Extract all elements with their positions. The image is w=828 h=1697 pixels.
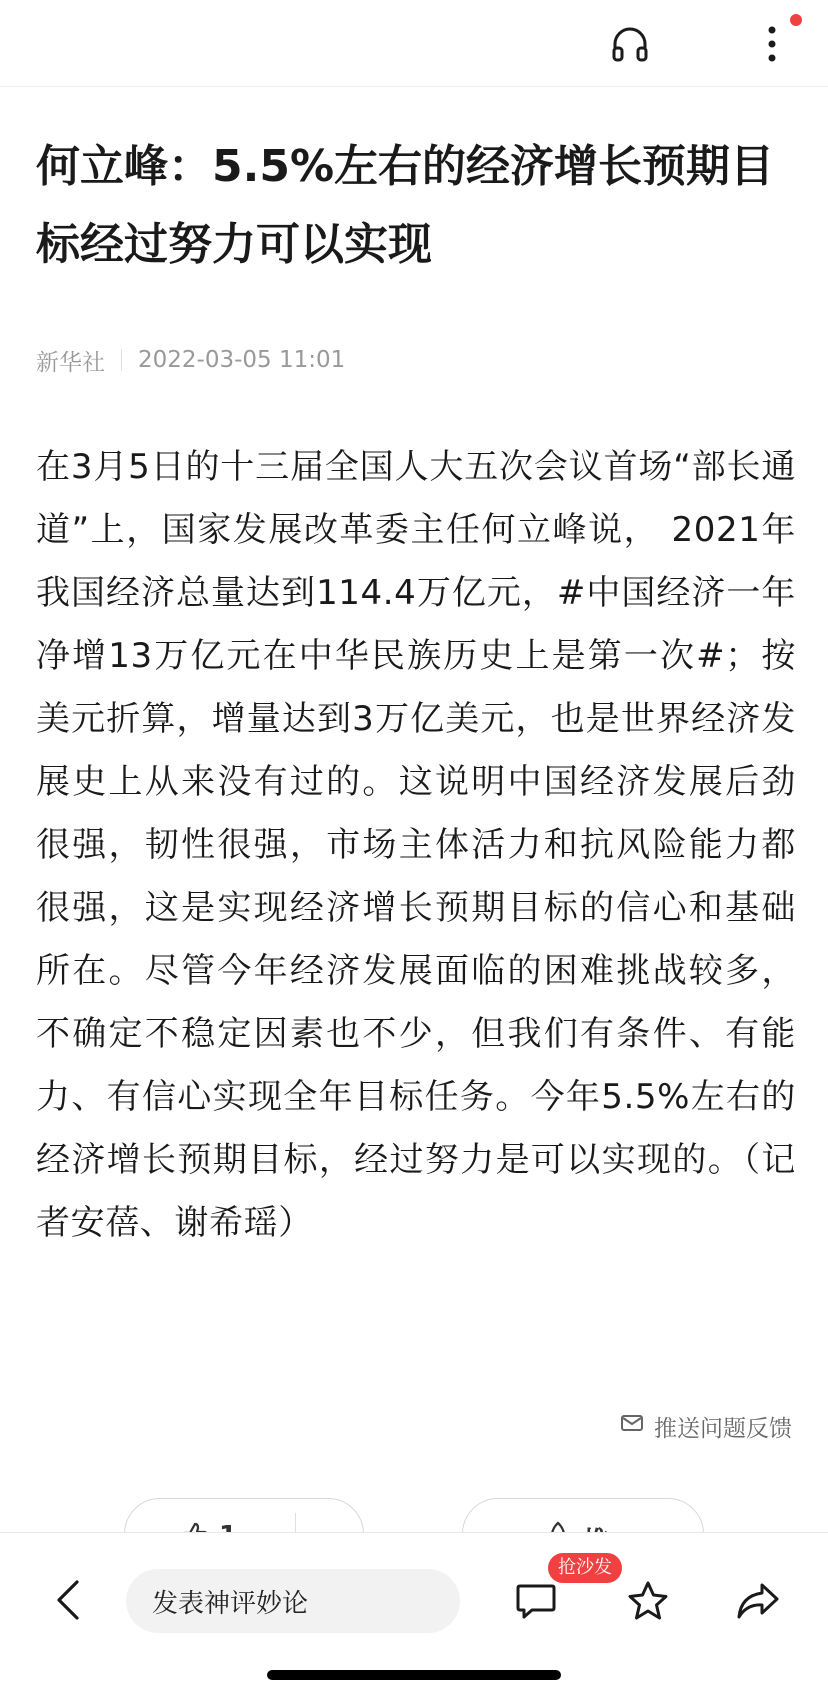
meta-divider — [121, 349, 122, 371]
article-title: 何立峰：5.5%左右的经济增长预期目标经过努力可以实现 — [36, 141, 775, 270]
home-indicator[interactable] — [267, 1670, 561, 1680]
back-arrow-icon[interactable] — [44, 1573, 92, 1627]
article-body: 在3月5日的十三届全国人大五次会议首场“部长通道”上，国家发展改革委主任何立峰说， 2021年我国经济总量达到114.4万亿元，#中国经济一年净增13万亿元在中华民族历史上是第一次#；按美元折算，增量达到3万亿美元，也是世界经济发展史上从来没有过的。这说明中国经济发展后劲很强，韧性很强，市场主体活力和抗风险能力都很强，这是实现经济增长预期目标的信心和基础所在。尽管今年经济发展面临的困难挑战较多，不确定不稳定因素也不少，但我们有条件、有能力、有信心实现全年目标任务。今年5.5%左右的经济增长预期目标，经过努力是可以实现的。（记者安蓓、谢希瑶） — [36, 447, 796, 1243]
comment-input[interactable] — [126, 1569, 460, 1633]
article-meta — [36, 343, 345, 377]
comment-placeholder: 发表神评妙论 — [152, 1588, 309, 1619]
headphones-icon[interactable] — [606, 20, 654, 68]
star-icon[interactable] — [620, 1573, 676, 1629]
mail-icon — [620, 1413, 644, 1439]
feedback-label: 推送问题反馈 — [654, 1415, 792, 1442]
sofa-badge: 抢沙发 — [548, 1553, 622, 1583]
share-icon[interactable] — [730, 1573, 786, 1629]
top-bar — [0, 0, 828, 87]
notification-dot — [790, 14, 802, 26]
feedback-link[interactable] — [620, 1408, 792, 1444]
article-source[interactable]: 新华社 — [36, 349, 105, 376]
more-vertical-icon[interactable] — [748, 20, 796, 68]
article-datetime: 2022-03-05 11:01 — [138, 347, 346, 373]
